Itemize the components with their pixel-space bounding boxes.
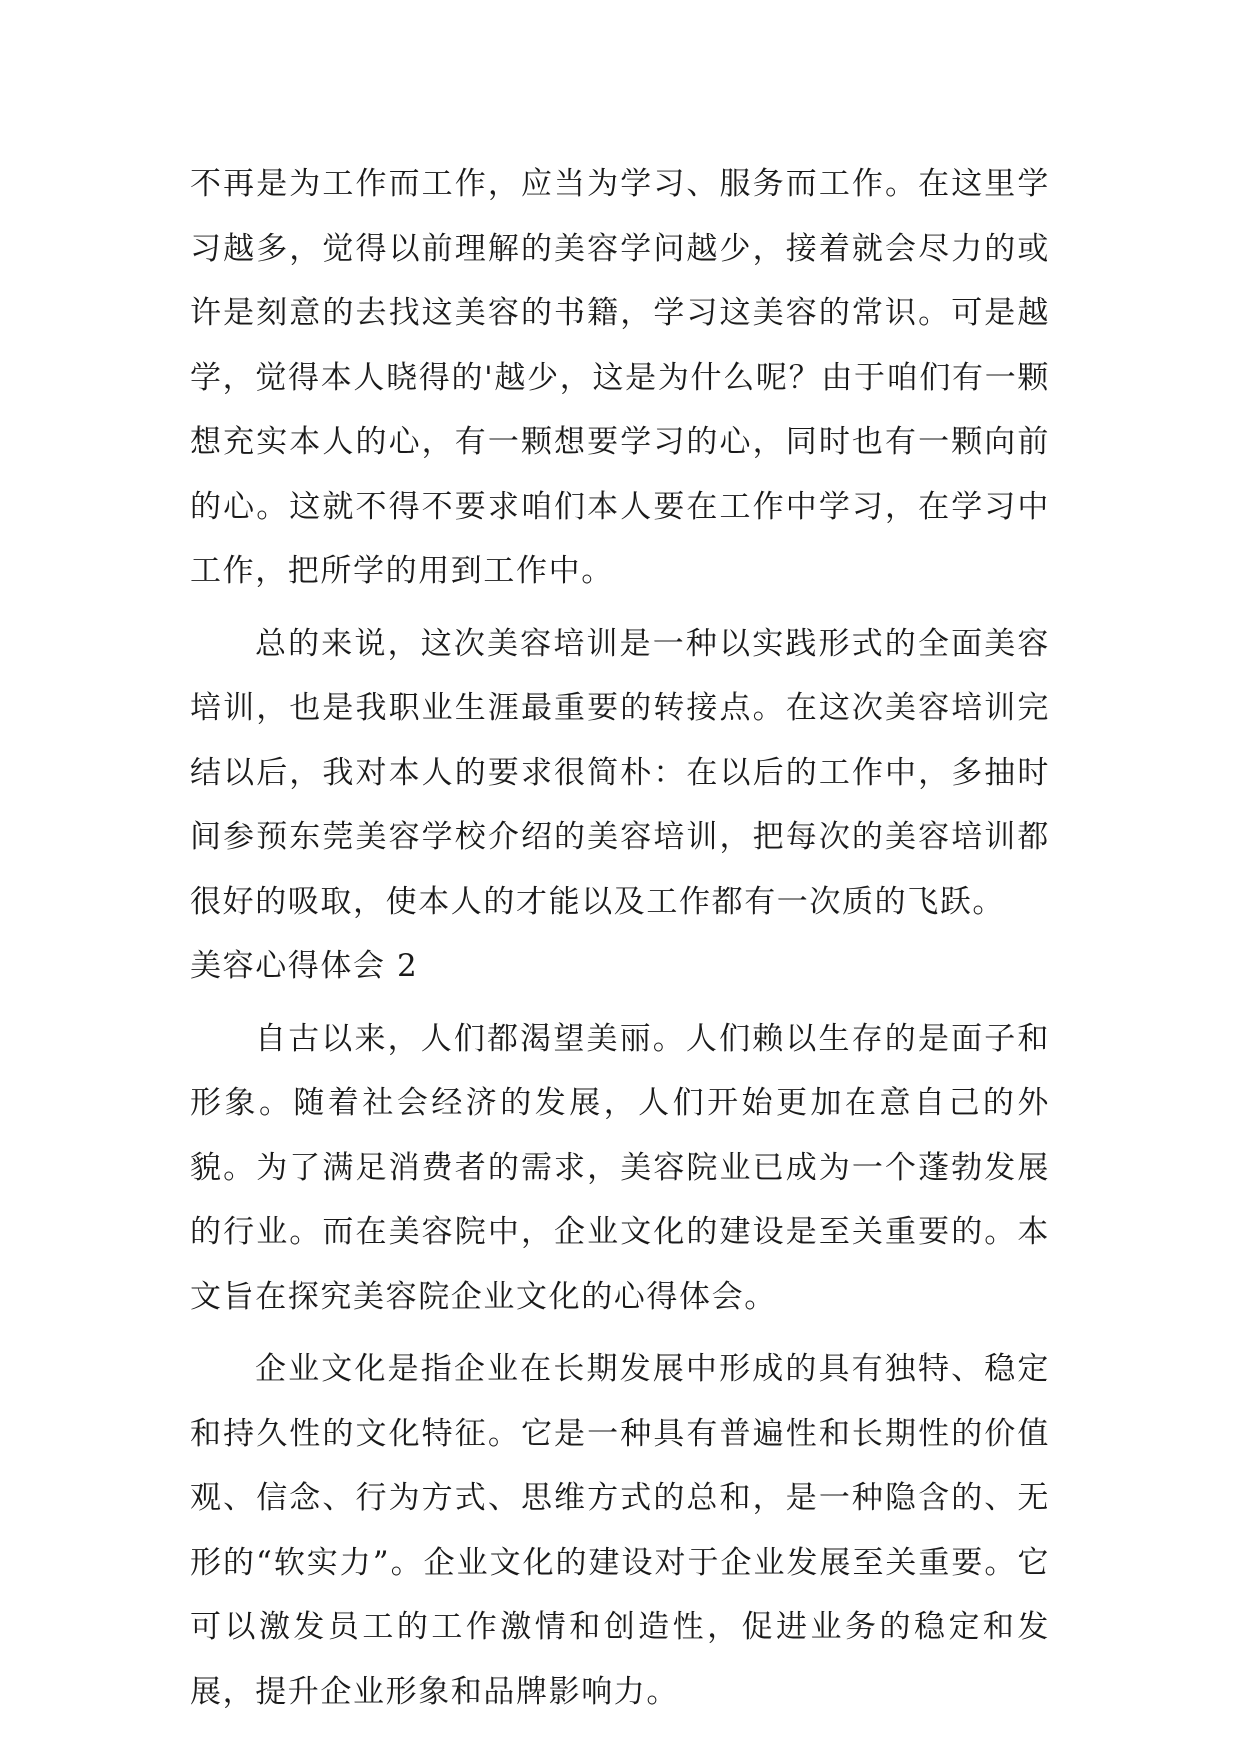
paragraph-gap (190, 1329, 1050, 1337)
section-heading: 美容心得体会 2 (190, 948, 419, 984)
document-page (190, 152, 1050, 1724)
paragraph-summary: 总的来说，这次美容培训是一种以实践形式的全面美容培训，也是我职业生涯最重要的转接点。在这次美容培训完结以后，我对本人的要求很简朴：在以后的工作中，多抽时间参预东莞美容学校介绍的美容培训，把每次的美容培训都很好的吸取，使本人的才能以及工作都有一次质的飞跃。 (190, 625, 1050, 920)
paragraph-continued: 不再是为工作而工作，应当为学习、服务而工作。在这里学习越多，觉得以前理解的美容学问越少，接着就会尽力的或许是刻意的去找这美容的书籍，学习这美容的常识。可是越学，觉得本人晓得的'越少，这是为什么呢？由于咱们有一颗想充实本人的心，有一颗想要学习的心，同时也有一颗向前的心。这就不得不要求咱们本人要在工作中学习，在学习中工作，把所学的用到工作中。 (190, 166, 1050, 589)
paragraph-gap (190, 999, 1050, 1007)
paragraph-corporate-culture: 企业文化是指企业在长期发展中形成的具有独特、稳定和持久性的文化特征。它是一种具有普遍性和长期性的价值观、信念、行为方式、思维方式的总和，是一种隐含的、无形的“软实力”。企业文化的建设对于企业发展至关重要。它可以激发员工的工作激情和创造性，促进业务的稳定和发展，提升企业形象和品牌影响力。 (190, 1351, 1050, 1710)
paragraph-gap (190, 604, 1050, 612)
paragraph-intro: 自古以来，人们都渴望美丽。人们赖以生存的是面子和形象。随着社会经济的发展，人们开始更加在意自己的外貌。为了满足消费者的需求，美容院业已成为一个蓬勃发展的行业。而在美容院中，企业文化的建设是至关重要的。本文旨在探究美容院企业文化的心得体会。 (190, 1020, 1050, 1315)
